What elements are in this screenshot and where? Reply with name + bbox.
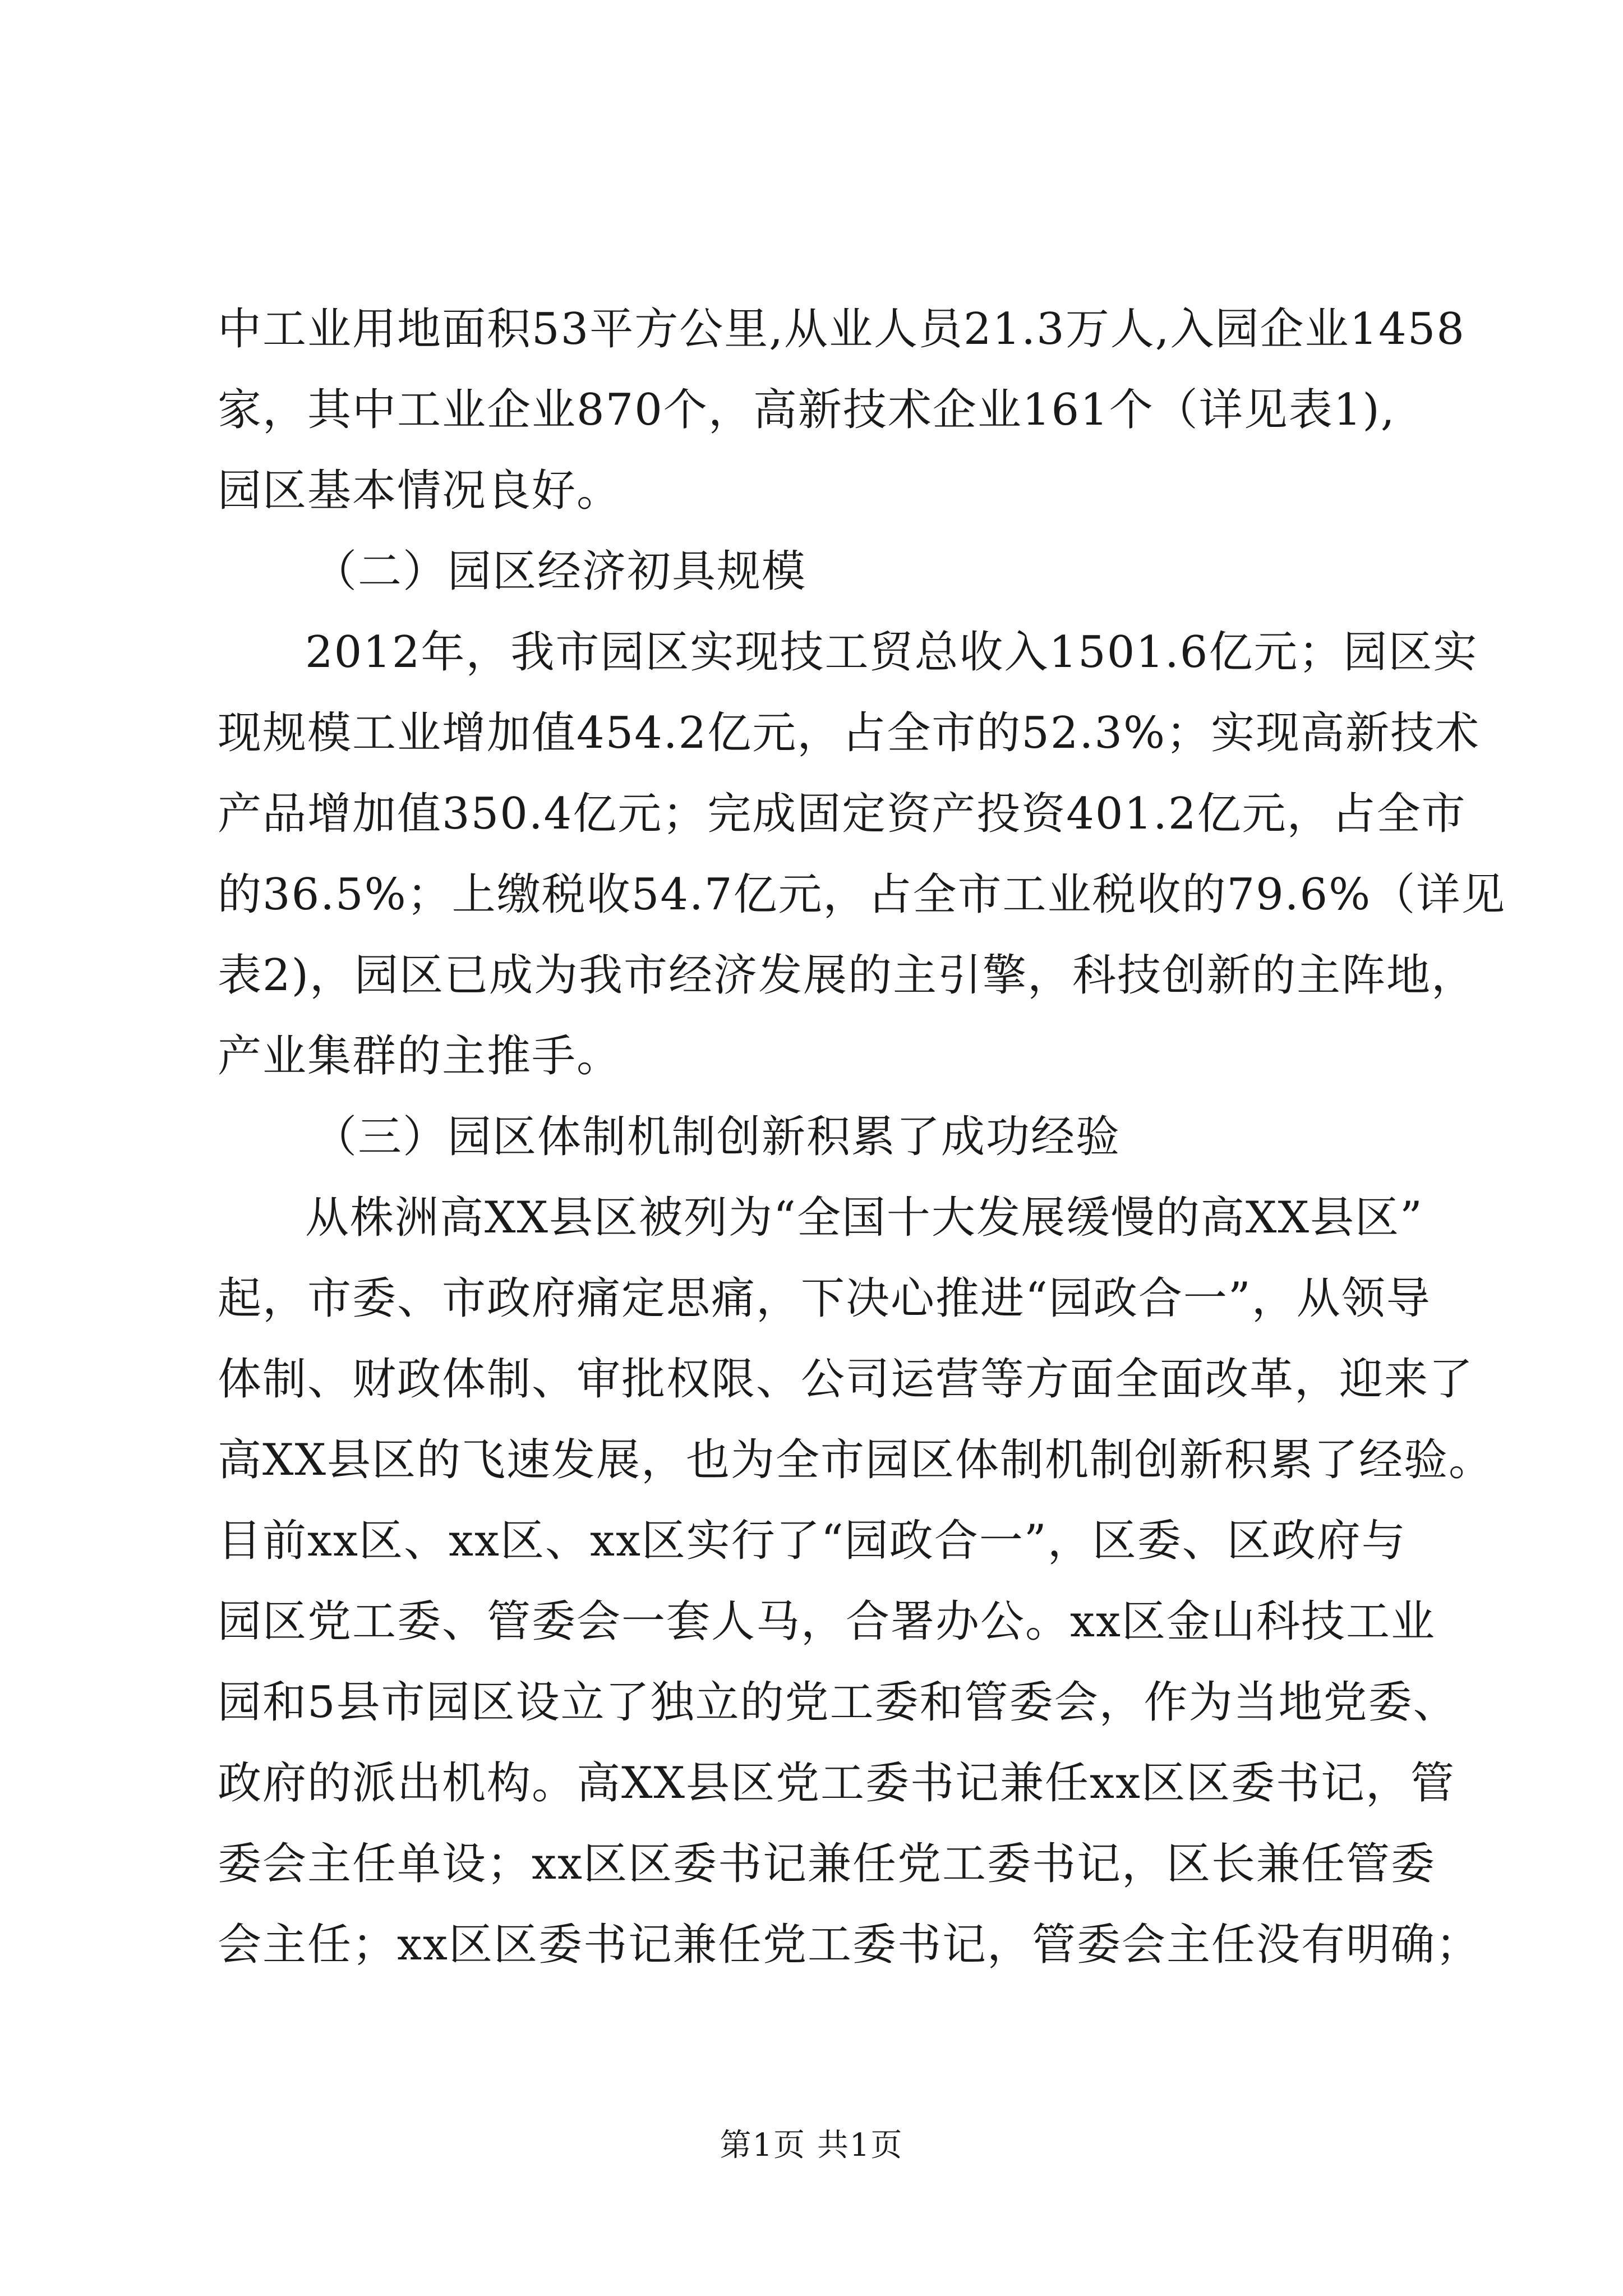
body-line: 家，其中工业企业870个，高新技术企业161个（详见表1), (218, 385, 1396, 435)
body-line: 起，市委、市政府痛定思痛，下决心推进“园政合一”，从领导 (218, 1273, 1431, 1324)
body-line: 产品增加值350.4亿元；完成固定资产投资401.2亿元，占全市 (218, 789, 1467, 839)
body-line: 高XX县区的飞速发展，也为全市园区体制机制创新积累了经验。 (218, 1435, 1494, 1485)
body-line: 目前xx区、xx区、xx区实行了“园政合一”，区委、区政府与 (218, 1516, 1407, 1566)
section-heading: （三）园区体制机制创新积累了成功经验 (313, 1112, 1121, 1162)
body-line: 的36.5%；上缴税收54.7亿元，占全市工业税收的79.6%（详见 (218, 869, 1506, 920)
body-line: 2012年，我市园区实现技工贸总收入1501.6亿元；园区实 (305, 627, 1478, 678)
body-line: 中工业用地面积53平方公里,从业人员21.3万人,入园企业1458 (218, 304, 1466, 355)
body-line: 产业集群的主推手。 (218, 1031, 622, 1082)
document-body (218, 289, 1506, 1985)
body-line: 委会主任单设；xx区区委书记兼任党工委书记，区长兼任管委 (218, 1839, 1436, 1889)
body-line: 从株洲高XX县区被列为“全国十大发展缓慢的高XX县区” (305, 1193, 1423, 1243)
body-line: 现规模工业增加值454.2亿元，占全市的52.3%；实现高新技术 (218, 708, 1481, 758)
body-line: 园区基本情况良好。 (218, 466, 622, 516)
body-line: 政府的派出机构。高XX县区党工委书记兼任xx区区委书记，管 (218, 1758, 1456, 1809)
body-line: 表2)，园区已成为我市经济发展的主引擎，科技创新的主阵地， (218, 950, 1477, 1001)
page-footer: 第1页 共1页 (720, 2127, 903, 2164)
body-line: 园区党工委、管委会一套人马，合署办公。xx区金山科技工业 (218, 1596, 1436, 1647)
body-line: 园和5县市园区设立了独立的党工委和管委会，作为当地党委、 (218, 1677, 1458, 1728)
section-heading: （二）园区经济初具规模 (313, 546, 807, 597)
body-line: 体制、财政体制、审批权限、公司运营等方面全面改革，迎来了 (218, 1354, 1474, 1405)
body-line: 会主任；xx区区委书记兼任党工委书记，管委会主任没有明确； (218, 1920, 1481, 1970)
